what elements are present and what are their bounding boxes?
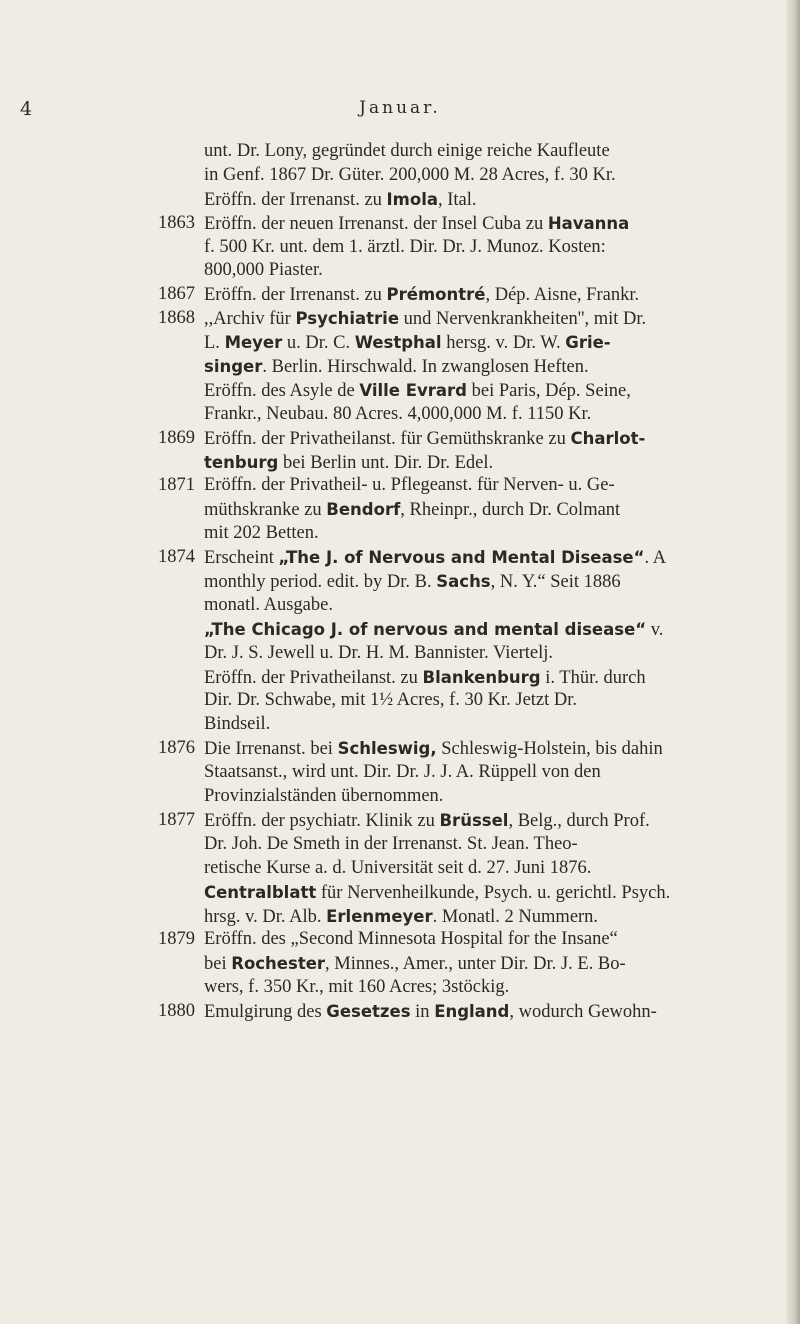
line-text: unt. Dr. Lony, gegründet durch einige reiche Kaufleute xyxy=(204,141,610,161)
text-line xyxy=(0,212,800,236)
text-line xyxy=(0,618,800,642)
chronology-text xyxy=(0,140,800,1024)
line-text: Emulgirung des Gesetzes in England, wodurch Gewohn- xyxy=(204,1002,657,1023)
line-text: singer. Berlin. Hirschwald. In zwanglosen Heften. xyxy=(204,357,589,378)
line-text: Erscheint „The J. of Nervous and Mental Disease“. A xyxy=(204,548,667,569)
entry-year: 1868 xyxy=(158,308,195,329)
line-text: Dir. Dr. Schwabe, mit 1½ Acres, f. 30 Kr. Jetzt Dr. xyxy=(204,690,578,711)
line-text: Eröffn. der psychiatr. Klinik zu Brüssel, Belg., durch Prof. xyxy=(204,810,650,831)
text-line xyxy=(0,761,800,785)
line-text: monatl. Ausgabe. xyxy=(204,594,333,615)
entry-year: 1877 xyxy=(158,809,195,830)
line-text: retische Kurse a. d. Universität seit d. 27. Juni 1876. xyxy=(204,857,592,878)
line-text: Centralblatt für Nervenheilkunde, Psych. u. gerichtl. Psych. xyxy=(204,882,671,903)
line-text: bei Rochester, Minnes., Amer., unter Dir. Dr. J. E. Bo- xyxy=(204,954,626,975)
line-text: „The Chicago J. of nervous and mental disease“ v. xyxy=(204,619,664,640)
text-line xyxy=(0,857,800,881)
line-text: monthly period. edit. by Dr. B. Sachs, N. Y.“ Seit 1886 xyxy=(204,572,621,593)
line-text: L. Meyer u. Dr. C. Westphal hersg. v. Dr. W. Grie- xyxy=(204,333,611,354)
entry-year: 1869 xyxy=(158,427,195,448)
text-line xyxy=(0,236,800,260)
text-line xyxy=(0,403,800,427)
text-line xyxy=(0,164,800,188)
page-number: 4 xyxy=(20,98,33,120)
text-line xyxy=(0,666,800,690)
text-line xyxy=(0,307,800,331)
text-line xyxy=(0,785,800,809)
text-line xyxy=(0,594,800,618)
text-line xyxy=(0,355,800,379)
entry-year: 1871 xyxy=(158,475,195,496)
text-line xyxy=(0,498,800,522)
line-text: Eröffn. der neuen Irrenanst. der Insel Cuba zu Havanna xyxy=(204,213,630,234)
line-text: Dr. J. S. Jewell u. Dr. H. M. Bannister. Viertelj. xyxy=(204,642,553,663)
text-line xyxy=(0,259,800,283)
text-line xyxy=(0,379,800,403)
text-line xyxy=(0,1000,800,1024)
line-text: in Genf. 1867 Dr. Güter. 200,000 M. 28 Acres, f. 30 Kr. xyxy=(204,164,616,185)
line-text: Eröffn. des „Second Minnesota Hospital for the Insane“ xyxy=(204,929,618,950)
text-line xyxy=(0,976,800,1000)
text-line xyxy=(0,642,800,666)
entry-year: 1876 xyxy=(158,738,195,759)
text-line xyxy=(0,522,800,546)
entry-year: 1880 xyxy=(158,1001,195,1022)
line-text: Provinzialständen übernommen. xyxy=(204,786,444,807)
text-line xyxy=(0,881,800,905)
text-line xyxy=(0,928,800,952)
line-text: Eröffn. der Irrenanst. zu Imola, Ital. xyxy=(204,189,477,210)
running-title: Januar. xyxy=(359,98,441,118)
line-text: wers, f. 350 Kr., mit 160 Acres; 3stöckig. xyxy=(204,977,510,998)
line-text: Eröffn. der Irrenanst. zu Prémontré, Dép. Aisne, Frankr. xyxy=(204,285,640,306)
entry-year: 1867 xyxy=(158,284,195,305)
text-line xyxy=(0,737,800,761)
line-text: Eröffn. der Privatheil- u. Pflegeanst. für Nerven- u. Ge- xyxy=(204,475,615,496)
line-text: f. 500 Kr. unt. dem 1. ärztl. Dir. Dr. J. Munoz. Kosten: xyxy=(204,236,606,257)
page-header xyxy=(0,98,800,128)
line-text: Staatsanst., wird unt. Dir. Dr. J. J. A. Rüppell von den xyxy=(204,762,601,783)
text-line xyxy=(0,188,800,212)
text-line xyxy=(0,546,800,570)
entry-year: 1874 xyxy=(158,547,195,568)
line-text: 800,000 Piaster. xyxy=(204,260,323,281)
line-text: ,,Archiv für Psychiatrie und Nervenkrankheiten'', mit Dr. xyxy=(204,309,647,330)
text-line xyxy=(0,713,800,737)
entry-year: 1863 xyxy=(158,212,195,233)
line-text: müthskranke zu Bendorf, Rheinpr., durch Dr. Colmant xyxy=(204,500,621,521)
text-line xyxy=(0,833,800,857)
text-line xyxy=(0,283,800,307)
text-line xyxy=(0,451,800,475)
text-line xyxy=(0,905,800,929)
text-line xyxy=(0,474,800,498)
line-text: hrsg. v. Dr. Alb. Erlenmeyer. Monatl. 2 Nummern. xyxy=(204,906,599,927)
text-line xyxy=(0,952,800,976)
line-text: Dr. Joh. De Smeth in der Irrenanst. St. Jean. Theo- xyxy=(204,833,578,854)
line-text: tenburg bei Berlin unt. Dir. Dr. Edel. xyxy=(204,452,494,473)
text-line xyxy=(0,140,800,164)
line-text: Eröffn. der Privatheilanst. zu Blankenburg i. Thür. durch xyxy=(204,667,646,688)
text-line xyxy=(0,331,800,355)
text-line xyxy=(0,689,800,713)
line-text: Die Irrenanst. bei Schleswig, Schleswig-Holstein, bis dahin xyxy=(204,739,663,760)
line-text: mit 202 Betten. xyxy=(204,523,319,544)
line-text: Eröffn. des Asyle de Ville Evrard bei Paris, Dép. Seine, xyxy=(204,380,631,401)
text-line xyxy=(0,809,800,833)
text-line xyxy=(0,570,800,594)
line-text: Frankr., Neubau. 80 Acres. 4,000,000 M. f. 1150 Kr. xyxy=(204,403,592,424)
line-text: Bindseil. xyxy=(204,714,271,735)
line-text: Eröffn. der Privatheilanst. für Gemüthskranke zu Charlot- xyxy=(204,428,646,449)
entry-year: 1879 xyxy=(158,929,195,950)
text-line xyxy=(0,427,800,451)
